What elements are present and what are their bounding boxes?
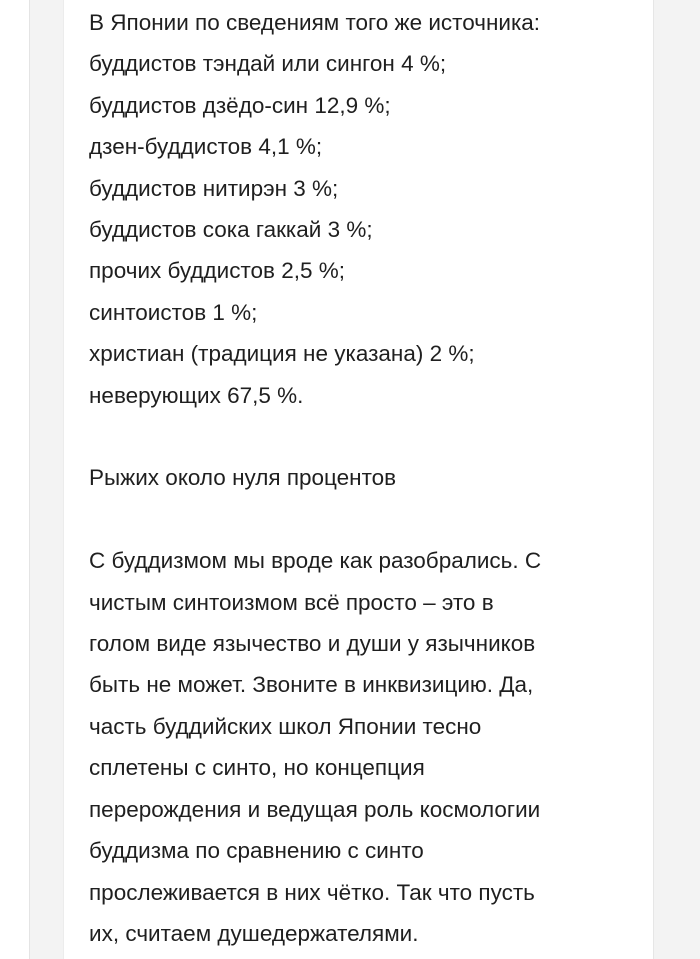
paragraph-line: их, считаем душедержателями.: [89, 920, 419, 946]
article-body: [89, 2, 649, 954]
list-item: буддистов сока гаккай 3 %;: [89, 217, 373, 243]
paragraph-line: С буддизмом мы вроде как разобрались. С: [89, 548, 542, 574]
list-item: буддистов тэндай или сингон 4 %;: [89, 51, 447, 77]
list-item: буддистов нитирэн 3 %;: [89, 175, 339, 201]
paragraph-gap: [89, 499, 649, 540]
paragraph-gap: [89, 416, 649, 457]
list-item: неверующих 67,5 %.: [89, 382, 304, 408]
paragraph-line: сплетены с синто, но концепция: [89, 755, 425, 781]
paragraph-line: голом виде язычество и души у язычников: [89, 631, 536, 657]
paragraph-line: часть буддийских школ Японии тесно: [89, 713, 482, 739]
left-margin: [0, 0, 30, 959]
paragraph-line: чистым синтоизмом всё просто – это в: [89, 589, 494, 615]
aside-line: Рыжих около нуля процентов: [89, 465, 397, 491]
paragraph-line: перерождения и ведущая роль космологии: [89, 796, 541, 822]
paragraph-line: буддизма по сравнению с синто: [89, 838, 424, 864]
paragraph-line: прослеживается в них чётко. Так что пусть: [89, 879, 535, 905]
left-margin-divider: [29, 0, 30, 959]
list-item: буддистов дзёдо-син 12,9 %;: [89, 92, 391, 118]
list-item: дзен-буддистов 4,1 %;: [89, 134, 323, 160]
list-intro: В Японии по сведениям того же источника:: [89, 10, 541, 35]
list-item: синтоистов 1 %;: [89, 299, 258, 325]
paragraph-line: быть не может. Звоните в инквизицию. Да,: [89, 672, 534, 698]
list-item: христиан (традиция не указана) 2 %;: [89, 341, 475, 367]
list-item: прочих буддистов 2,5 %;: [89, 258, 346, 284]
